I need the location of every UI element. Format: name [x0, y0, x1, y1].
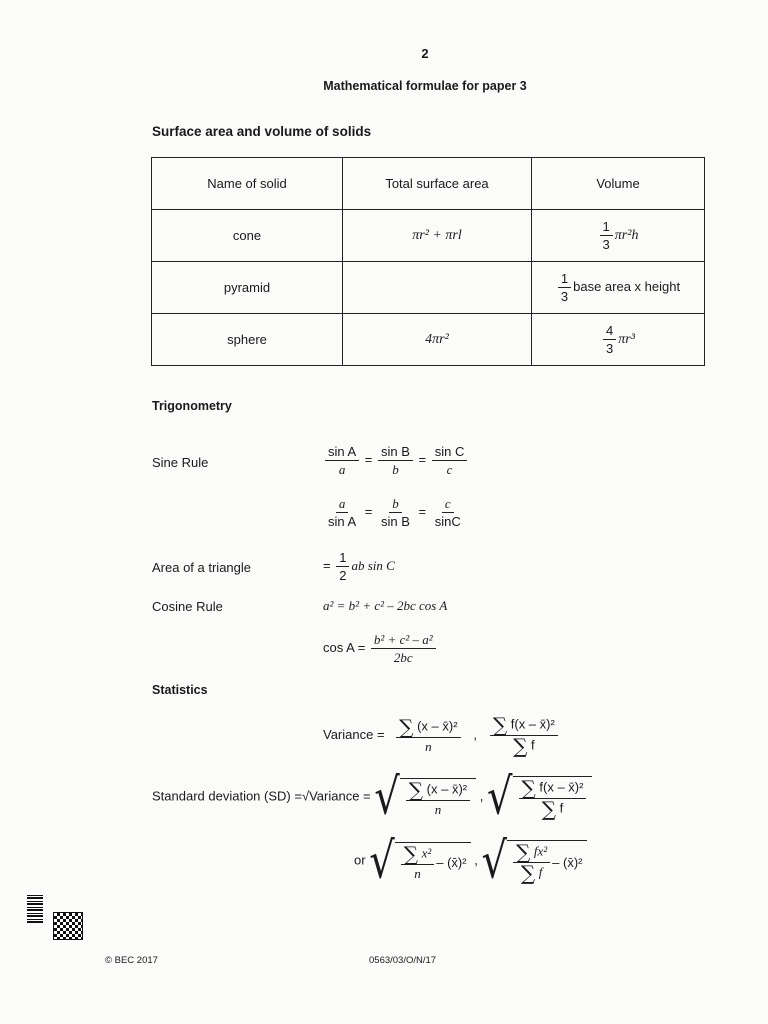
numerator: [513, 840, 550, 864]
sine-rule-formula-1: $\frac{\text{sin A}}{a}$ = $\frac{\text{sin B}}{b}$ = $\frac{\text{sin C}}{c}$: [323, 444, 469, 477]
radical-icon: √: [374, 768, 400, 826]
solids-table: [151, 157, 705, 366]
fraction: [396, 714, 460, 754]
cos-a-lhs: cos A =: [323, 639, 366, 655]
denominator: [539, 797, 567, 821]
numerator: 1: [600, 219, 613, 236]
radicand: [507, 840, 587, 885]
numerator: 1: [558, 271, 571, 288]
sqrt: [487, 768, 592, 826]
volume-cell: [532, 314, 705, 366]
sigma-icon: ∑: [403, 841, 418, 866]
var: n: [425, 738, 432, 754]
volume-formula: πr³: [618, 331, 635, 347]
denominator: [391, 649, 416, 665]
page-number: 2: [421, 46, 429, 61]
surface-area: 4πr²: [343, 314, 532, 366]
denominator: [422, 738, 435, 754]
sine-rule-label: Sine Rule: [152, 455, 209, 470]
sd-label: Standard deviation (SD) =√Variance =: [152, 788, 371, 804]
numerator: [396, 714, 460, 739]
surface-area: [343, 262, 532, 314]
fraction: [401, 841, 435, 881]
var: f: [559, 800, 564, 816]
numerator: [389, 496, 402, 513]
numerator: [371, 632, 436, 649]
cosine-rule-label: Cosine Rule: [152, 599, 223, 614]
radical-icon: √: [487, 768, 513, 826]
comma: ,: [479, 788, 484, 804]
denominator: sin B: [381, 514, 410, 529]
numerator: sin B: [378, 444, 413, 461]
denominator: 3: [606, 341, 614, 356]
var: (x – x̄)²: [426, 780, 468, 796]
var: f: [530, 737, 535, 753]
volume-formula: πr²h: [614, 227, 639, 243]
sigma-icon: ∑: [492, 713, 508, 737]
surface-area: πr² + πrl: [343, 210, 532, 262]
header-volume: Volume: [532, 158, 705, 210]
numerator: [401, 841, 435, 866]
area-formula: = $\frac{1}{2}$ ab sin C: [323, 550, 395, 583]
denominator: [336, 461, 349, 477]
denominator: 2: [339, 568, 347, 583]
denominator: [389, 461, 402, 477]
mean-term: – (x̄)²: [552, 855, 583, 870]
sigma-icon: ∑: [521, 776, 536, 800]
var: fx²: [533, 843, 548, 859]
denominator: 3: [602, 237, 610, 252]
var: b: [392, 496, 399, 511]
var: f(x – x̄)²: [539, 779, 584, 795]
denominator: [444, 461, 456, 477]
radicand: [513, 776, 593, 821]
volume-cell: [532, 210, 705, 262]
variance-label: Variance =: [323, 726, 385, 742]
sigma-icon: ∑: [520, 861, 536, 885]
var: n: [414, 865, 421, 881]
numerator: 1: [336, 550, 349, 567]
sigma-icon: ∑: [408, 777, 424, 802]
radicand: [400, 778, 476, 817]
header-area: Total surface area: [343, 158, 532, 210]
numerator: [519, 776, 587, 800]
or-label: or: [354, 852, 366, 868]
qr-code-image: [53, 912, 83, 940]
cosine-rule-formula: [323, 598, 447, 614]
variance-formula: [323, 713, 560, 758]
table-row: [152, 210, 705, 262]
radicand: [395, 842, 471, 881]
area-label: Area of a triangle: [152, 560, 252, 575]
denominator: sin A: [328, 514, 357, 529]
fraction: [336, 550, 349, 583]
fraction: [603, 323, 616, 356]
numerator: 4: [603, 323, 616, 340]
comma: ,: [474, 852, 478, 868]
sd-formula: [152, 768, 592, 826]
denominator: 3: [560, 289, 569, 304]
document-title: Mathematical formulae for paper 3: [323, 79, 527, 93]
sqrt: [374, 768, 476, 826]
fraction: [600, 219, 613, 252]
cos-a-formula: [323, 632, 438, 665]
table-row: [152, 262, 705, 314]
fraction: [432, 496, 464, 529]
var: 2bc: [393, 650, 413, 665]
var: b: [392, 462, 399, 477]
footer-code: 0563/03/O/N/17: [369, 955, 437, 966]
fraction: [325, 496, 359, 529]
numerator: [490, 713, 558, 737]
var: a: [338, 462, 346, 477]
denominator: [510, 734, 538, 758]
sigma-icon: ∑: [515, 840, 531, 864]
fraction: [378, 496, 413, 529]
numerator: [336, 496, 349, 513]
fraction: [519, 776, 587, 821]
var: n: [434, 801, 442, 817]
sine-rule-formula-2: $\frac{a}{\text{sin A}}$ = $\frac{b}{\text{sin B}}$ = $\frac{c}{\sin C}$: [323, 496, 466, 529]
area-formula-rest: ab sin C: [351, 557, 395, 573]
numerator: sin C: [432, 444, 468, 461]
fraction: [490, 713, 558, 758]
denominator: [432, 801, 445, 817]
denominator: [518, 861, 546, 885]
volume-cell: [532, 262, 705, 314]
header-name: Name of solid: [152, 158, 343, 210]
var: b² + c² – a²: [373, 632, 433, 647]
statistics-heading: Statistics: [152, 683, 208, 697]
radical-icon: √: [481, 832, 507, 890]
solid-name: sphere: [152, 314, 343, 366]
radical-icon: √: [369, 832, 395, 890]
table-header-row: [152, 158, 705, 210]
solid-name: pyramid: [152, 262, 343, 314]
surface-section-heading: Surface area and volume of solids: [152, 124, 372, 139]
var: x²: [421, 844, 432, 860]
var: c: [446, 462, 453, 477]
sigma-icon: ∑: [513, 734, 528, 758]
volume-formula: base area x height: [573, 278, 681, 294]
numerator: [406, 777, 470, 802]
sigma-icon: ∑: [399, 714, 414, 739]
footer-copyright: © BEC 2017: [105, 955, 158, 966]
var: f: [538, 864, 543, 880]
fraction: [558, 271, 571, 304]
var: (x – x̄)²: [417, 717, 458, 733]
numerator: sin A: [325, 444, 359, 461]
fraction: [432, 444, 468, 477]
sqrt: [481, 832, 586, 890]
denominator: [411, 865, 424, 881]
sqrt: [369, 832, 470, 890]
fraction: [378, 444, 413, 477]
var: c: [444, 496, 451, 511]
sigma-icon: ∑: [541, 797, 556, 821]
var: f(x – x̄)²: [510, 716, 555, 732]
sd-alt-formula: [354, 832, 587, 890]
table-row: [152, 314, 705, 366]
trigonometry-heading: Trigonometry: [152, 399, 232, 413]
fraction: [371, 632, 436, 665]
fraction: [325, 444, 359, 477]
mean-term: – (x̄)²: [436, 855, 467, 870]
fraction: [406, 777, 470, 817]
barcode-image: [27, 893, 43, 923]
var: a: [338, 496, 346, 511]
fraction: [513, 840, 550, 885]
solid-name: cone: [152, 210, 343, 262]
comma: ,: [466, 726, 485, 742]
cosine-rule-text: a² = b² + c² – 2bc cos A: [323, 598, 448, 613]
numerator: [442, 496, 454, 513]
denominator: sinC: [434, 514, 461, 529]
